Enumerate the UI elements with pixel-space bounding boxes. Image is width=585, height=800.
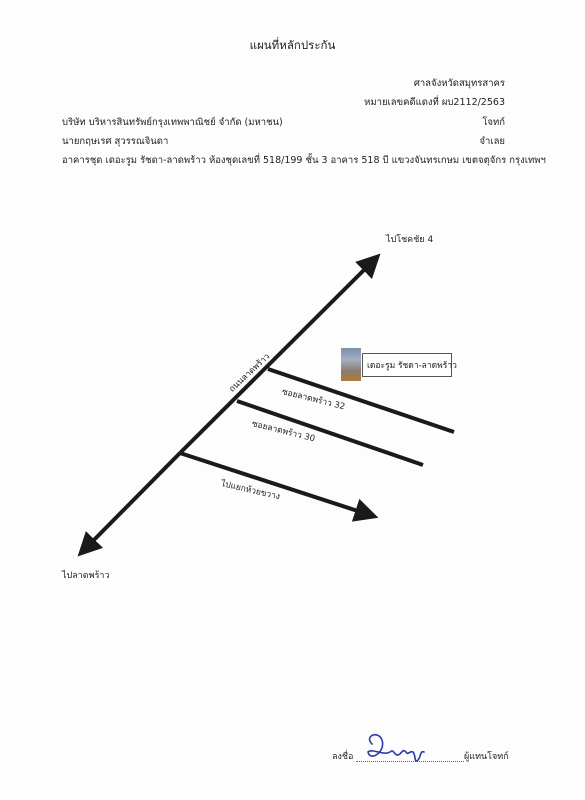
label-main-road: ถนนลาดพร้าว [227, 351, 273, 395]
label-soi30: ซอยลาดพร้าว 30 [250, 419, 316, 445]
label-to-ladprao: ไปลาดพร้าว [62, 571, 110, 581]
main-road-line-lower [86, 453, 180, 548]
label-to-huaykwang: ไปแยกห้วยขวาง [219, 479, 281, 503]
defendant-name: นายกฤษเรศ สุวรรณจินดา [62, 136, 169, 147]
case-number: หมายเลขคดีแดงที่ ผบ2112/2563 [364, 97, 505, 108]
plaintiff-company: บริษัท บริหารสินทรัพย์กรุงเทพพาณิชย์ จำกัด (มหาชน) [62, 117, 283, 128]
court-name: ศาลจังหวัดสมุทรสาคร [413, 78, 505, 89]
building-label-box [362, 353, 457, 377]
plaintiff-label: โจทก์ [482, 117, 505, 128]
defendant-label: จำเลย [479, 136, 505, 147]
property-address: อาคารชุด เดอะรูม รัชดา-ลาดพร้าว ห้องชุดเลขที่ 518/199 ชั้น 3 อาคาร 518 บี แขวงจันทรเกษม เขตจตุจักร กรุงเทพฯ [62, 155, 546, 166]
label-soi32: ซอยลาดพร้าว 32 [280, 387, 346, 413]
signature-line [356, 761, 464, 762]
building-photo [341, 348, 361, 381]
sign-label: ลงชื่อ [332, 752, 354, 762]
building-label: เดอะรูม รัชดา-ลาดพร้าว [367, 361, 457, 371]
huaykwang-road-line [180, 453, 367, 514]
document-title: แผนที่หลักประกัน [249, 38, 336, 52]
label-to-soi4: ไปโชคชัย 4 [386, 235, 434, 245]
signer-role: ผู้แทนโจทก์ [464, 752, 509, 762]
